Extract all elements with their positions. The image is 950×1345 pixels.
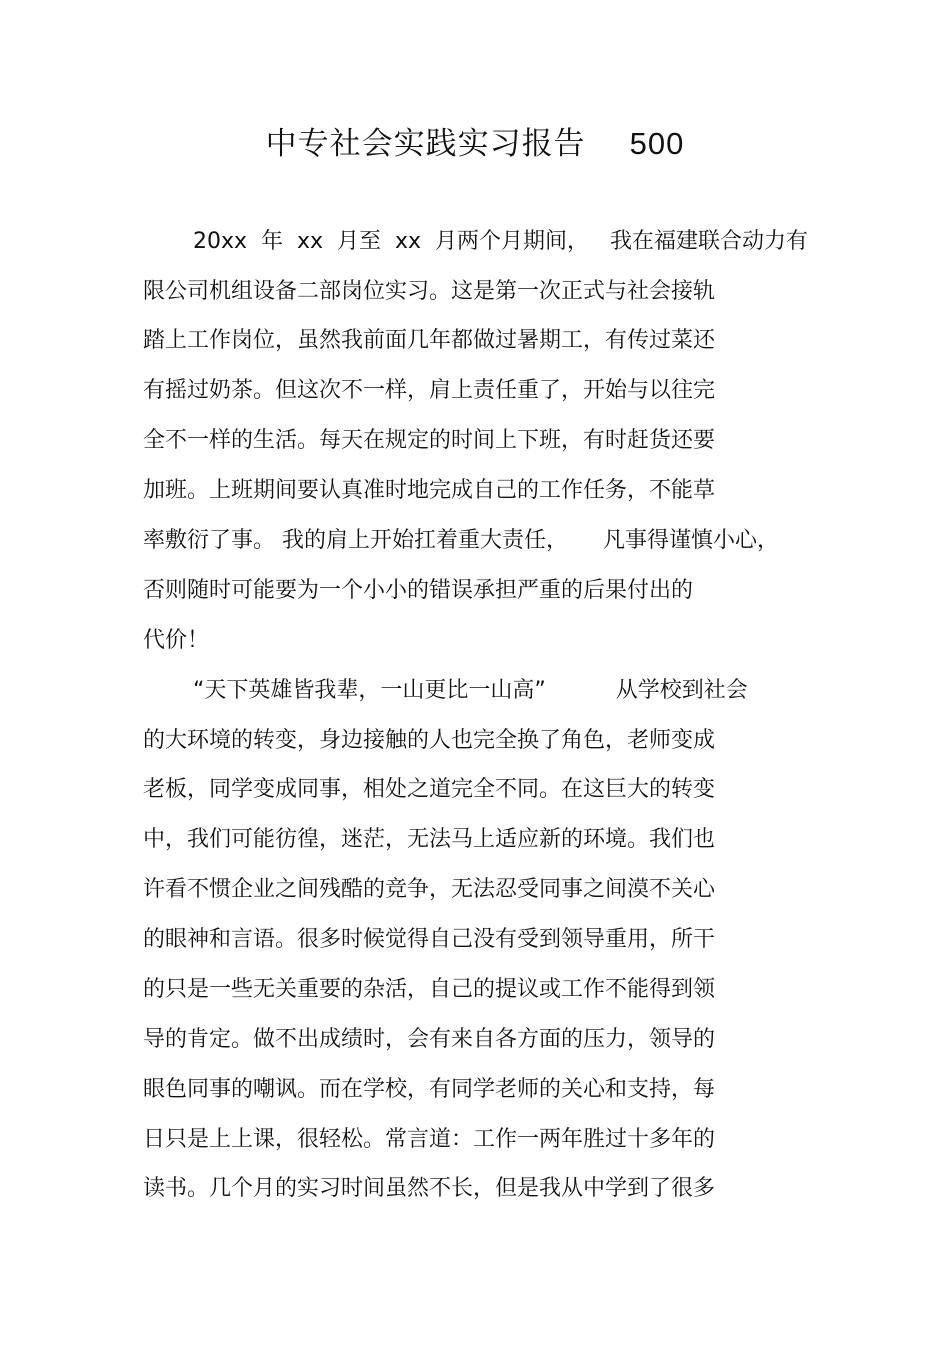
paragraph-line: 眼色同事的嘲讽。而在学校，有同学老师的关心和支持，每 (143, 1077, 716, 1102)
paragraph-line: 限公司机组设备二部岗位实习。这是第一次正式与社会接轨 (143, 279, 716, 304)
paragraph-line: 全不一样的生活。每天在规定的时间上下班，有时赶货还要 (143, 428, 716, 453)
paragraph-line: 许看不惯企业之间残酷的竞争，无法忍受同事之间漠不关心 (143, 877, 716, 902)
paragraph-line: 中，我们可能彷徨，迷茫，无法马上适应新的环境。我们也 (143, 827, 716, 852)
paragraph-line: 有摇过奶茶。但这次不一样，肩上责任重了，开始与以往完 (143, 378, 716, 403)
title-text: 中专社会实践实习报告 (265, 126, 586, 162)
paragraph-line: 加班。上班期间要认真准时地完成自己的工作任务，不能草 (143, 478, 716, 503)
title-number: 500 (629, 126, 685, 161)
document-title (0, 120, 950, 168)
paragraph-line: “天下英雄皆我辈，一山更比一山高” 从学校到社会 (193, 678, 748, 703)
paragraph-line: 导的肯定。做不出成绩时，会有来自各方面的压力，领导的 (143, 1027, 716, 1052)
paragraph-line: 老板，同学变成同事，相处之道完全不同。在这巨大的转变 (143, 777, 716, 802)
paragraph-line: 率敷衍了事。 我的肩上开始扛着重大责任， 凡事得谨慎小心， (143, 528, 779, 553)
paragraph-line: 的眼神和言语。很多时候觉得自己没有受到领导重用，所干 (143, 927, 716, 952)
paragraph-line: 日只是上上课，很轻松。常言道：工作一两年胜过十多年的 (143, 1127, 716, 1152)
paragraph-line: 20xx 年 xx 月至 xx 月两个月期间， 我在福建联合动力有 (193, 229, 809, 254)
paragraph-line: 否则随时可能要为一个小小的错误承担严重的后果付出的 (143, 578, 694, 603)
paragraph-line: 代价！ (143, 628, 210, 653)
paragraph-line: 读书。几个月的实习时间虽然不长，但是我从中学到了很多 (143, 1176, 716, 1201)
paragraph-line: 的只是一些无关重要的杂活，自己的提议或工作不能得到领 (143, 977, 716, 1002)
paragraph-line: 踏上工作岗位，虽然我前面几年都做过暑期工，有传过菜还 (143, 328, 716, 353)
paragraph-line: 的大环境的转变，身边接触的人也完全换了角色，老师变成 (143, 728, 716, 753)
